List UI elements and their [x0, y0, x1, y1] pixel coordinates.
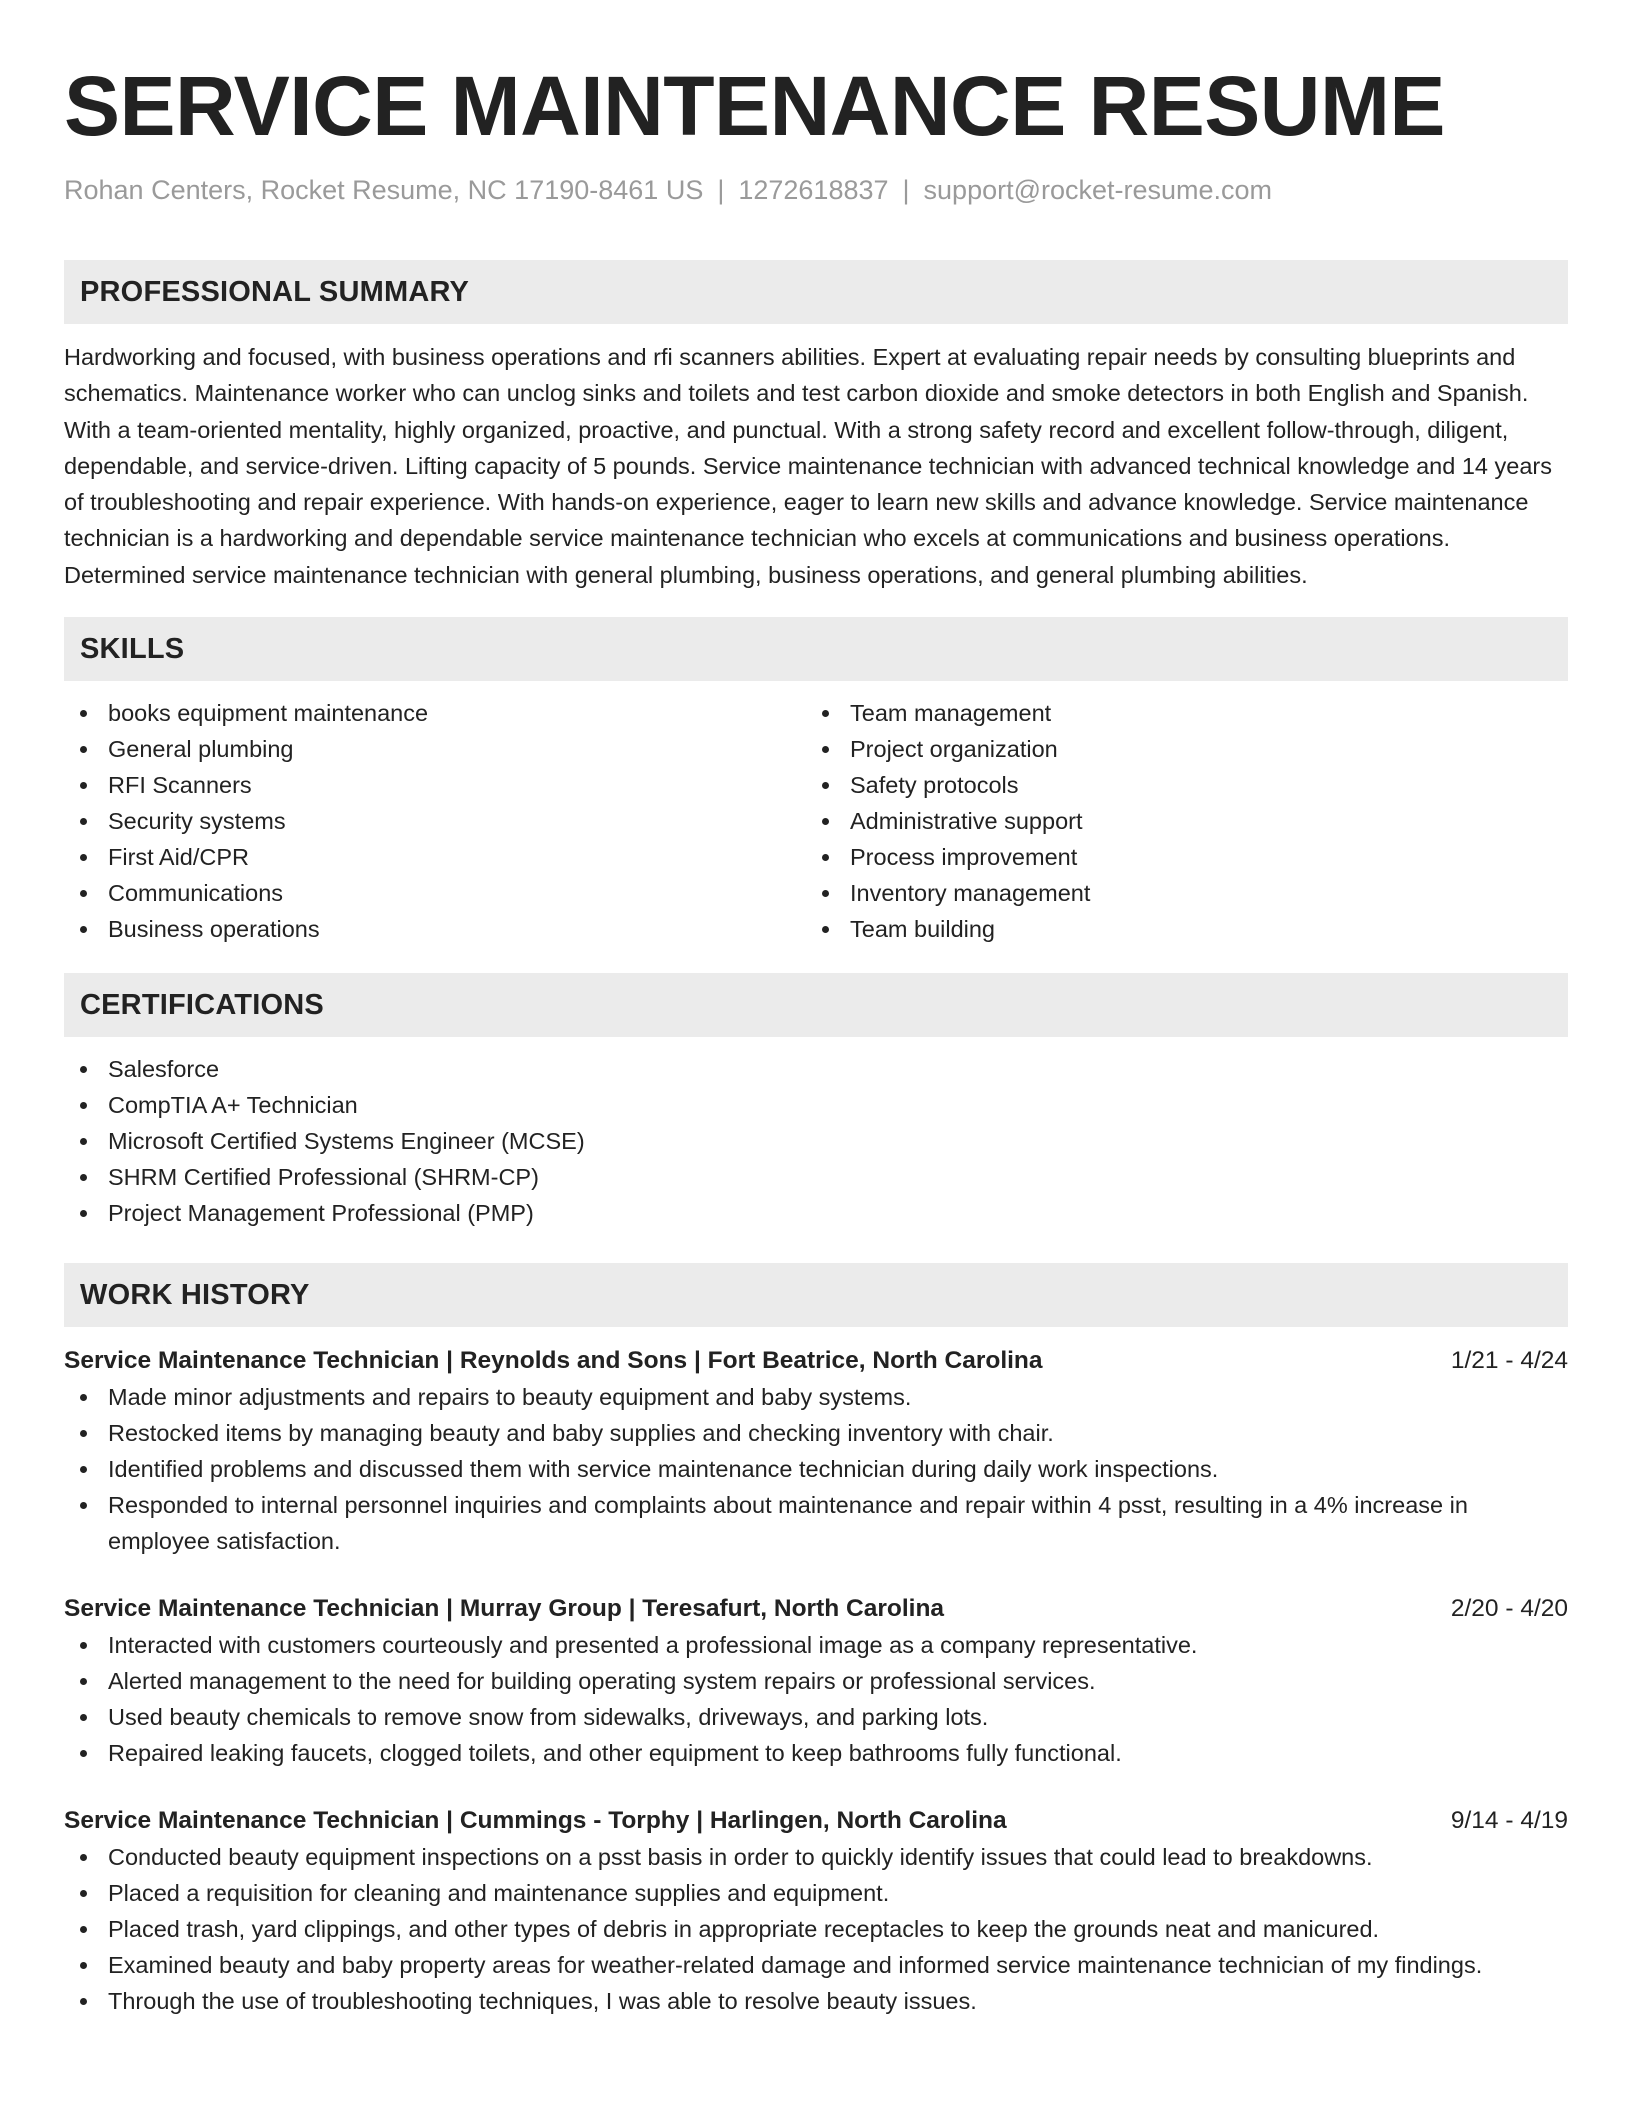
job-bullet: Alerted management to the need for building operating system repairs or professional services. — [64, 1663, 1568, 1699]
contact-separator: | — [717, 175, 725, 205]
job-bullet: Placed trash, yard clippings, and other types of debris in appropriate receptacles to keep the grounds neat and manicured. — [64, 1911, 1568, 1947]
job-dates: 2/20 - 4/20 — [1450, 1595, 1568, 1623]
job-bullet: Interacted with customers courteously and presented a professional image as a company representative. — [64, 1627, 1568, 1663]
certification-item: Project Management Professional (PMP) — [64, 1195, 1568, 1231]
skill-item: Team management — [806, 695, 1548, 731]
skills-grid — [64, 695, 1568, 947]
skill-item: Administrative support — [806, 803, 1548, 839]
contact-address: Rohan Centers, Rocket Resume, NC 17190-8461 US — [64, 175, 704, 205]
job-bullet: Placed a requisition for cleaning and maintenance supplies and equipment. — [64, 1875, 1568, 1911]
job-dates: 9/14 - 4/19 — [1450, 1807, 1568, 1835]
job-title: Service Maintenance Technician | Murray Group | Teresafurt, North Carolina — [64, 1595, 945, 1623]
job-bullets — [64, 1379, 1568, 1559]
job-bullet: Used beauty chemicals to remove snow from sidewalks, driveways, and parking lots. — [64, 1699, 1568, 1735]
job-header — [64, 1591, 1568, 1627]
job-bullet: Examined beauty and baby property areas for weather-related damage and informed service maintenance technician of my findings. — [64, 1947, 1568, 1983]
skill-item: books equipment maintenance — [64, 695, 806, 731]
contact-email[interactable]: support@rocket-resume.com — [923, 175, 1273, 205]
skill-item: Safety protocols — [806, 767, 1548, 803]
skills-column-right — [806, 695, 1548, 947]
certification-item: SHRM Certified Professional (SHRM-CP) — [64, 1159, 1568, 1195]
certifications-list — [64, 1051, 1568, 1231]
job-title: Service Maintenance Technician | Reynolds and Sons | Fort Beatrice, North Carolina — [64, 1347, 1043, 1375]
job-bullet: Through the use of troubleshooting techniques, I was able to resolve beauty issues. — [64, 1983, 1568, 2019]
skill-item: RFI Scanners — [64, 767, 806, 803]
skill-item: Business operations — [64, 911, 806, 947]
job-entry — [64, 1803, 1568, 2019]
job-bullet: Conducted beauty equipment inspections on a psst basis in order to quickly identify issues that could lead to breakdowns. — [64, 1839, 1568, 1875]
job-bullets — [64, 1627, 1568, 1771]
skill-item: Communications — [64, 875, 806, 911]
job-bullet: Restocked items by managing beauty and baby supplies and checking inventory with chair. — [64, 1415, 1568, 1451]
job-header — [64, 1803, 1568, 1839]
job-bullet: Made minor adjustments and repairs to beauty equipment and baby systems. — [64, 1379, 1568, 1415]
skill-item: Project organization — [806, 731, 1548, 767]
section-header-work-history: WORK HISTORY — [64, 1263, 1568, 1327]
job-entry — [64, 1343, 1568, 1559]
section-header-certifications: CERTIFICATIONS — [64, 973, 1568, 1037]
job-dates: 1/21 - 4/24 — [1450, 1347, 1568, 1375]
contact-phone: 1272618837 — [738, 175, 889, 205]
job-title: Service Maintenance Technician | Cummings - Torphy | Harlingen, North Carolina — [64, 1807, 1007, 1835]
job-entry — [64, 1591, 1568, 1771]
summary-text: Hardworking and focused, with business operations and rfi scanners abilities. Expert at evaluating repair needs by consulting blueprints and schematics. Maintenance worker who can unclog sinks and toilets and test carbon dioxide and smoke detectors in both English and Spanish. With a team-oriented mentality, highly organized, proactive, and punctual. With a strong safety record and excellent follow-through, diligent, dependable, and service-driven. Lifting capacity of 5 pounds. Service maintenance technician with advanced technical knowledge and 14 years of troubleshooting and repair experience. With hands-on experience, eager to learn new skills and advance knowledge. Service maintenance technician is a hardworking and dependable service maintenance technician who excels at communications and business operations. Determined service maintenance technician with general plumbing, business operations, and general plumbing abilities. — [64, 344, 1552, 588]
contact-separator: | — [902, 175, 910, 205]
resume-title: SERVICE MAINTENANCE RESUME — [64, 59, 1445, 153]
certification-item: Microsoft Certified Systems Engineer (MCSE) — [64, 1123, 1568, 1159]
skill-item: Team building — [806, 911, 1548, 947]
skill-item: First Aid/CPR — [64, 839, 806, 875]
skill-item: General plumbing — [64, 731, 806, 767]
section-header-summary: PROFESSIONAL SUMMARY — [64, 260, 1568, 324]
skill-item: Security systems — [64, 803, 806, 839]
section-header-skills: SKILLS — [64, 617, 1568, 681]
certification-item: Salesforce — [64, 1051, 1568, 1087]
job-bullet: Repaired leaking faucets, clogged toilets, and other equipment to keep bathrooms fully functional. — [64, 1735, 1568, 1771]
skill-item: Process improvement — [806, 839, 1548, 875]
job-header — [64, 1343, 1568, 1379]
resume-page — [64, 0, 1568, 2019]
skills-column-left — [64, 695, 806, 947]
job-bullet: Responded to internal personnel inquiries and complaints about maintenance and repair within 4 psst, resulting in a 4% increase in employee satisfaction. — [64, 1487, 1568, 1559]
skill-item: Inventory management — [806, 875, 1548, 911]
certification-item: CompTIA A+ Technician — [64, 1087, 1568, 1123]
job-bullets — [64, 1839, 1568, 2019]
job-bullet: Identified problems and discussed them with service maintenance technician during daily work inspections. — [64, 1451, 1568, 1487]
contact-line — [64, 170, 1568, 210]
